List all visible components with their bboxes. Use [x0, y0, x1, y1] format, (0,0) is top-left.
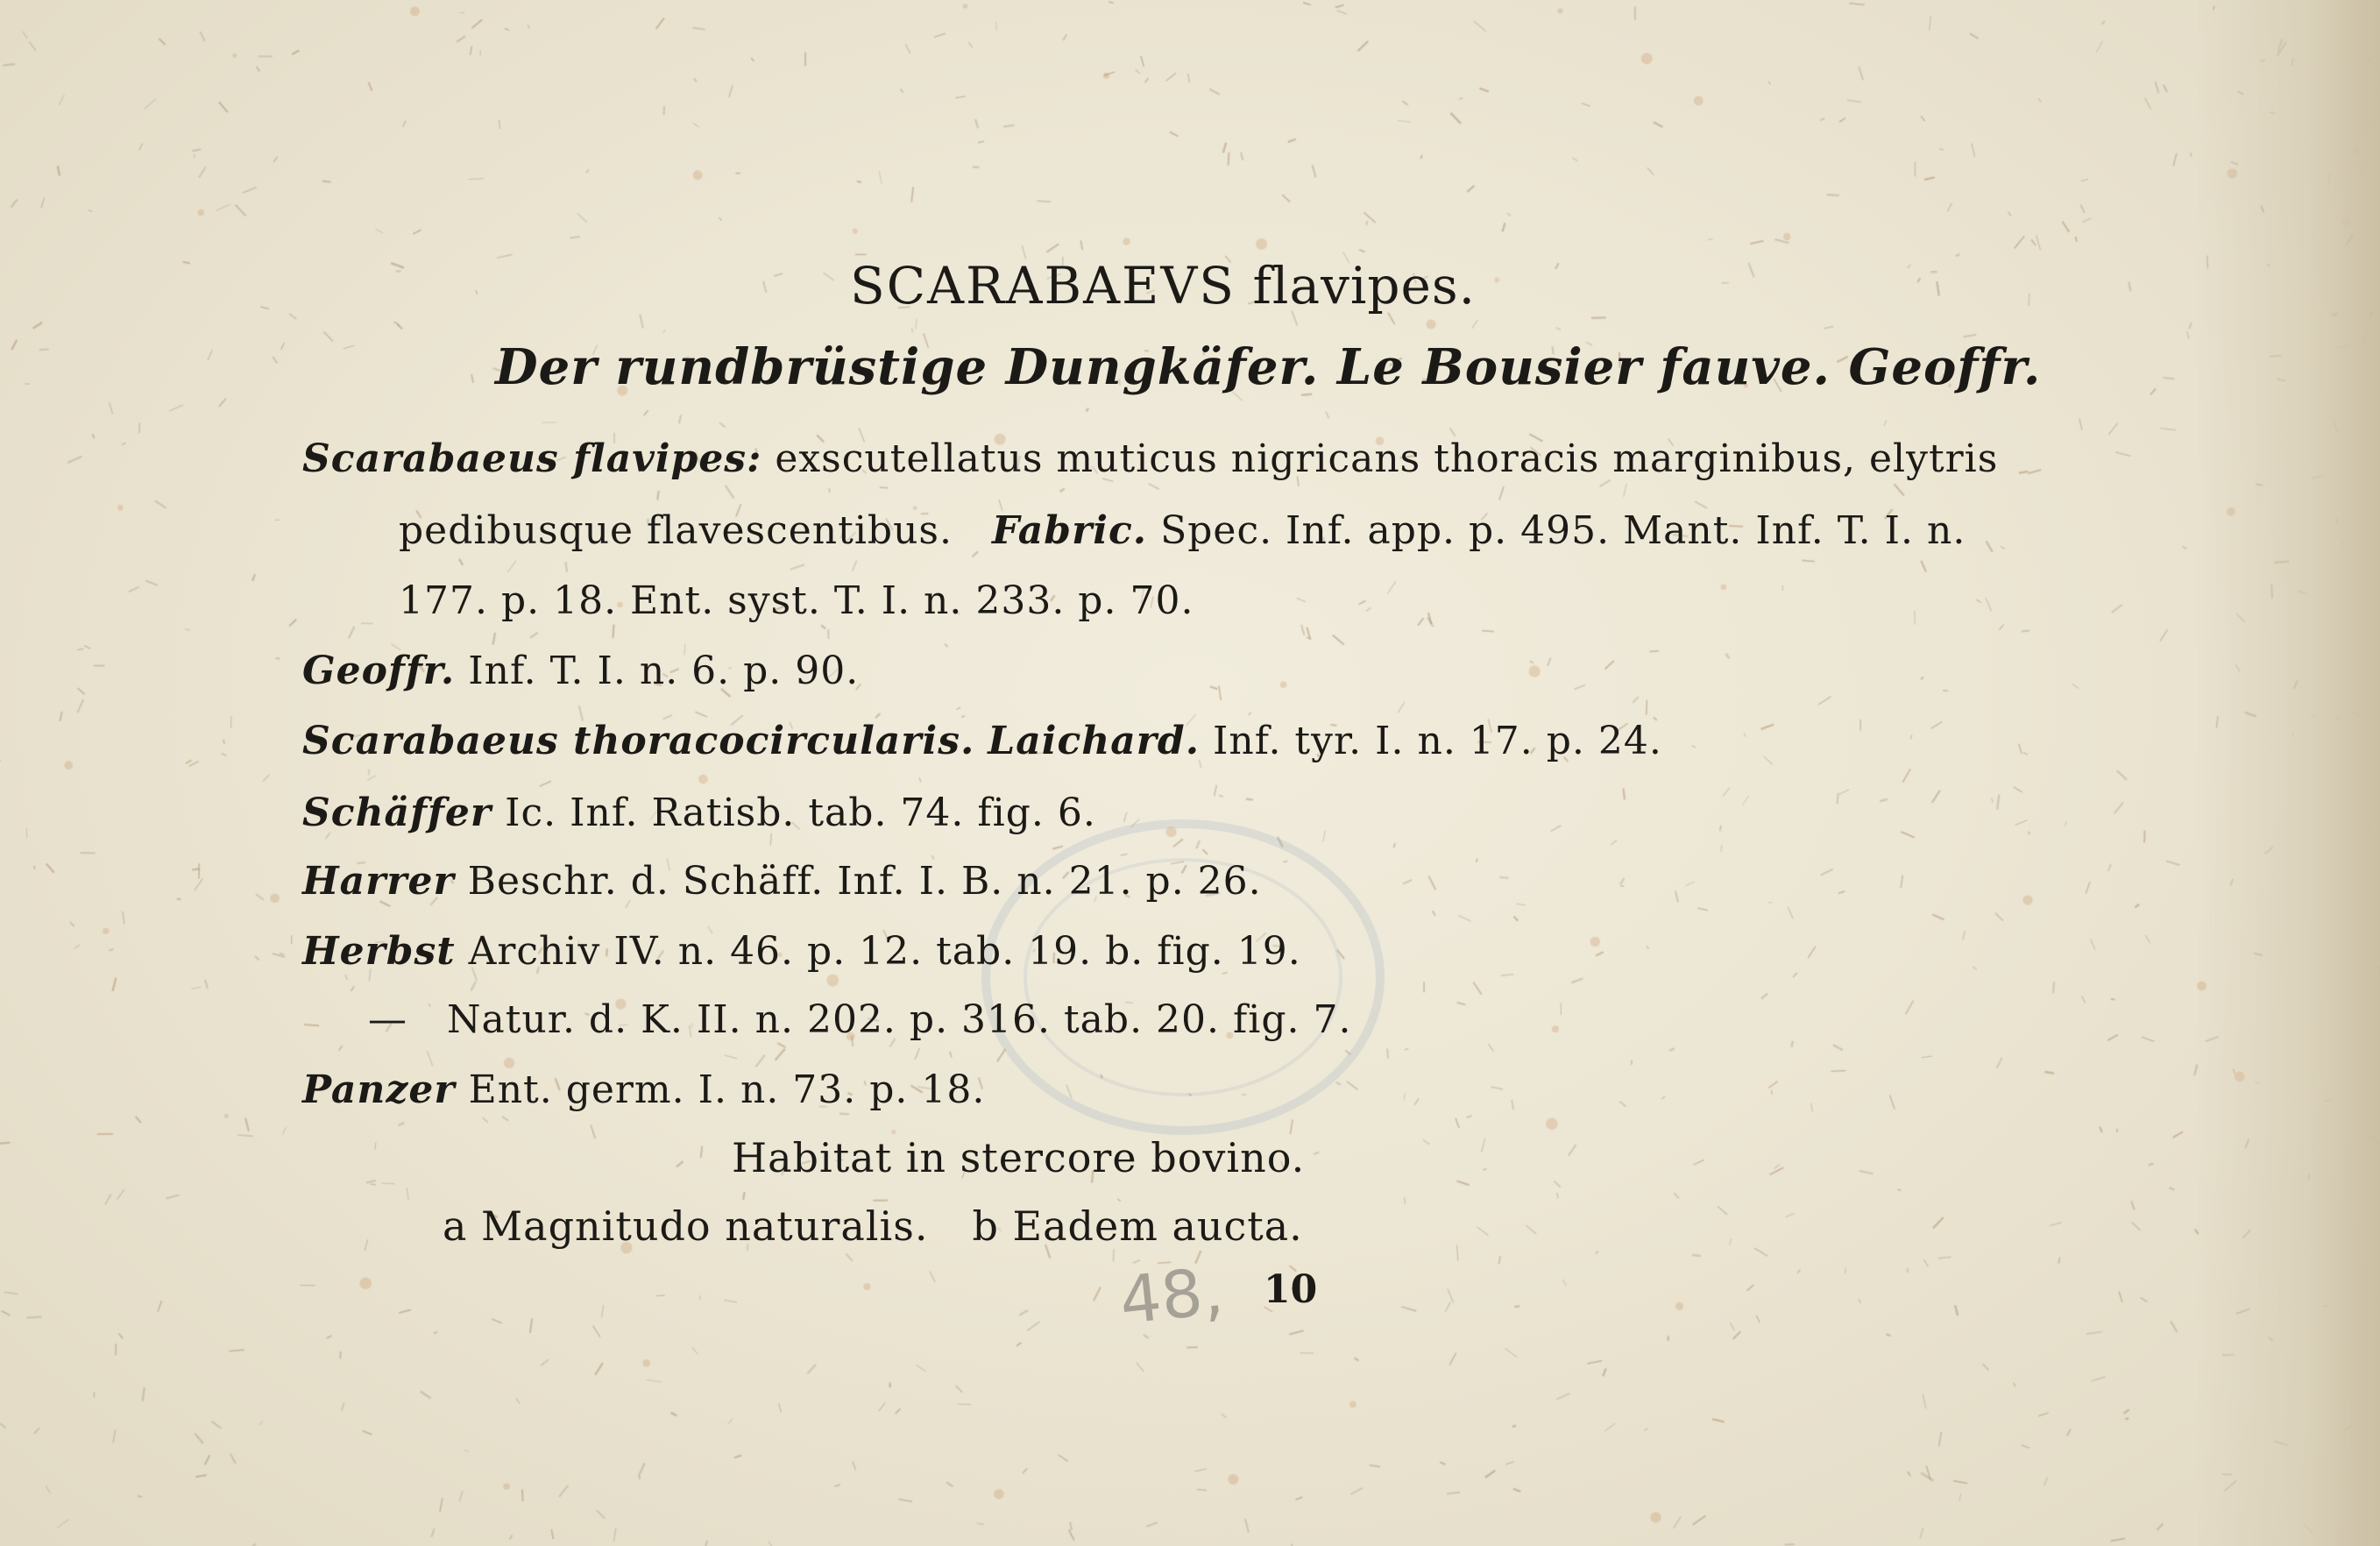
reference-text: Natur. d. K. II. n. 202. p. 316. tab. 20. fig. 7. [447, 997, 1352, 1042]
reference-text: Beschr. d. Schäff. Inf. I. B. n. 21. p. 26. [467, 859, 1262, 904]
title-species: flavipes. [1252, 256, 1477, 316]
reference-author: Schäffer [302, 791, 492, 835]
caption-b: b Eadem aucta. [972, 1202, 1303, 1250]
title-genus: SCARABAEVS [850, 256, 1236, 316]
reference-author: Geoffr. [302, 649, 456, 693]
reference-line [302, 719, 1662, 763]
reference-author: Scarabaeus thoracocircularis. [302, 719, 975, 763]
reference-text: Inf. T. I. n. 6. p. 90. [468, 649, 860, 693]
pencil-annotation: 48, [1116, 1253, 1227, 1339]
figure-captions [443, 1202, 1303, 1250]
reference-author: Scarabaeus flavipes: [302, 436, 762, 481]
reference-author: Herbst [302, 929, 456, 974]
reference-text: Spec. Inf. app. p. 495. Mant. Inf. T. I. n. [1160, 508, 1966, 553]
reference-line [302, 436, 1998, 481]
reference-text: exscutellatus muticus nigricans thoracis marginibus, elytris [775, 436, 1999, 481]
reference-author: Fabric. [991, 508, 1148, 553]
reference-text: Archiv IV. n. 46. p. 12. tab. 19. b. fig. 19. [468, 929, 1301, 974]
reference-text: pedibusque flavescentibus. [399, 508, 953, 553]
reference-text: Ic. Inf. Ratisb. tab. 74. fig. 6. [505, 791, 1096, 835]
reference-author: Harrer [302, 859, 455, 904]
reference-author: Panzer [302, 1067, 456, 1112]
page-number: 10 [1264, 1267, 1318, 1312]
common-names: Der rundbrüstige Dungkäfer. Le Bousier fauve. Geoffr. [495, 338, 2042, 396]
ditto-dash: — [368, 997, 407, 1042]
reference-line [399, 578, 1194, 623]
reference-line [302, 791, 1096, 835]
reference-text: Ent. germ. I. n. 73. p. 18. [468, 1067, 986, 1112]
reference-author: Laichard. [988, 719, 1201, 763]
reference-line [302, 1067, 985, 1112]
reference-text: 177. p. 18. Ent. syst. T. I. n. 233. p. 70. [399, 578, 1194, 623]
reference-line [302, 859, 1262, 904]
reference-line [368, 997, 1352, 1042]
reference-line [399, 508, 1966, 553]
page-edge-shadow [2196, 0, 2380, 1546]
caption-a: a Magnitudo naturalis. [443, 1202, 929, 1250]
page-title [850, 256, 1476, 316]
habitat-note: Habitat in stercore bovino. [732, 1134, 1306, 1181]
reference-line [302, 649, 859, 693]
reference-text: Inf. tyr. I. n. 17. p. 24. [1213, 719, 1662, 763]
reference-line [302, 929, 1301, 974]
